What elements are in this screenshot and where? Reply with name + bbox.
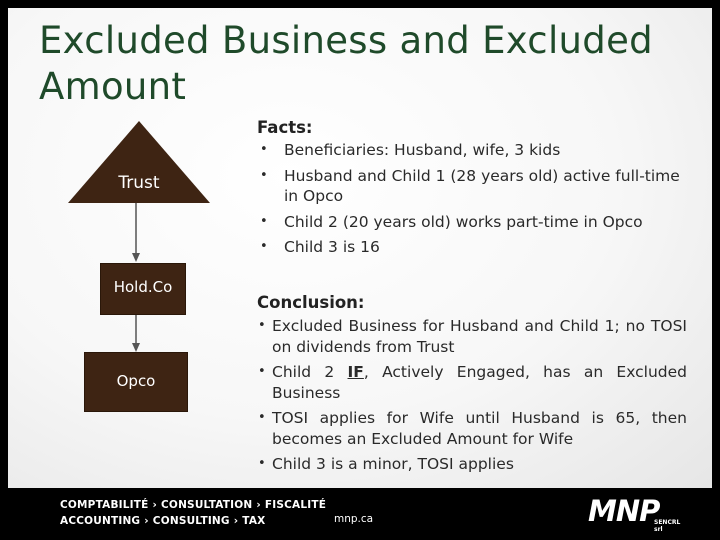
conclusion-item-text: , Actively Engaged, has an Excluded Business (272, 363, 687, 402)
footer-line-fr (60, 497, 326, 513)
opco-label: Opco (116, 372, 156, 390)
facts-item (257, 237, 687, 258)
footer-link[interactable]: CONSULTATION (161, 499, 253, 511)
trust-label: Trust (118, 173, 160, 193)
chevron-right-icon: › (152, 499, 158, 511)
bullet-icon: • (258, 364, 266, 379)
facts-item (257, 140, 687, 161)
bullet-icon: • (258, 318, 266, 333)
conclusion-item (257, 454, 687, 475)
facts-item-text: Beneficiaries: Husband, wife, 3 kids (284, 141, 561, 159)
conclusion-item-text: Child 3 is a minor, TOSI applies (272, 455, 514, 473)
facts-heading: Facts: (257, 118, 313, 137)
conclusion-item (257, 408, 687, 449)
holdco-label: Hold.Co (113, 278, 173, 296)
bullet-icon: • (260, 167, 268, 183)
logo-text: MNP (588, 494, 660, 528)
arrow-down-icon (132, 253, 140, 262)
bullet-icon: • (260, 239, 268, 254)
footer-link[interactable]: TAX (242, 515, 266, 527)
website-link[interactable]: mnp.ca (334, 513, 374, 525)
conclusion-item (257, 316, 687, 357)
bullet-icon: • (258, 410, 266, 425)
bullet-icon: • (260, 213, 268, 229)
footer-services (60, 497, 326, 529)
chevron-right-icon: › (144, 515, 149, 527)
conclusion-item-text: TOSI applies for Wife until Husband is 65, then becomes an Excluded Amount for Wife (272, 409, 687, 448)
footer-link[interactable]: ACCOUNTING (60, 515, 141, 527)
conclusion-emphasis: IF (347, 363, 364, 381)
facts-item (257, 212, 687, 233)
conclusion-section (257, 293, 687, 480)
conclusion-item-text: Excluded Business for Husband and Child 1; no TOSI on dividends from Trust (272, 317, 687, 356)
facts-item-text: Child 3 is 16 (284, 238, 380, 256)
bullet-icon: • (260, 142, 268, 157)
mnp-logo (588, 494, 684, 533)
conclusion-heading: Conclusion: (257, 293, 365, 312)
footer-link[interactable]: COMPTABILITÉ (60, 499, 149, 511)
footer-line-en (60, 513, 326, 529)
facts-section (257, 118, 687, 263)
arrow-down-icon (132, 343, 140, 352)
footer-link[interactable]: CONSULTING (152, 515, 230, 527)
facts-item (257, 166, 687, 207)
slide (8, 8, 712, 488)
opco-node (84, 352, 188, 412)
bullet-icon: • (258, 456, 266, 471)
conclusion-item-text: Child 2 (272, 363, 348, 381)
holdco-node (100, 263, 186, 315)
chevron-right-icon: › (256, 499, 261, 511)
footer-link[interactable]: FISCALITÉ (264, 499, 327, 511)
slide-title: Excluded Business and Excluded Amount (39, 19, 653, 108)
chevron-right-icon: › (233, 515, 239, 527)
logo-subtext: SENCRL srl (654, 519, 681, 533)
facts-item-text: Child 2 (20 years old) works part-time in Opco (284, 212, 643, 231)
facts-item-text: Husband and Child 1 (28 years old) active full-time in Opco (284, 166, 680, 205)
conclusion-item (257, 362, 687, 403)
